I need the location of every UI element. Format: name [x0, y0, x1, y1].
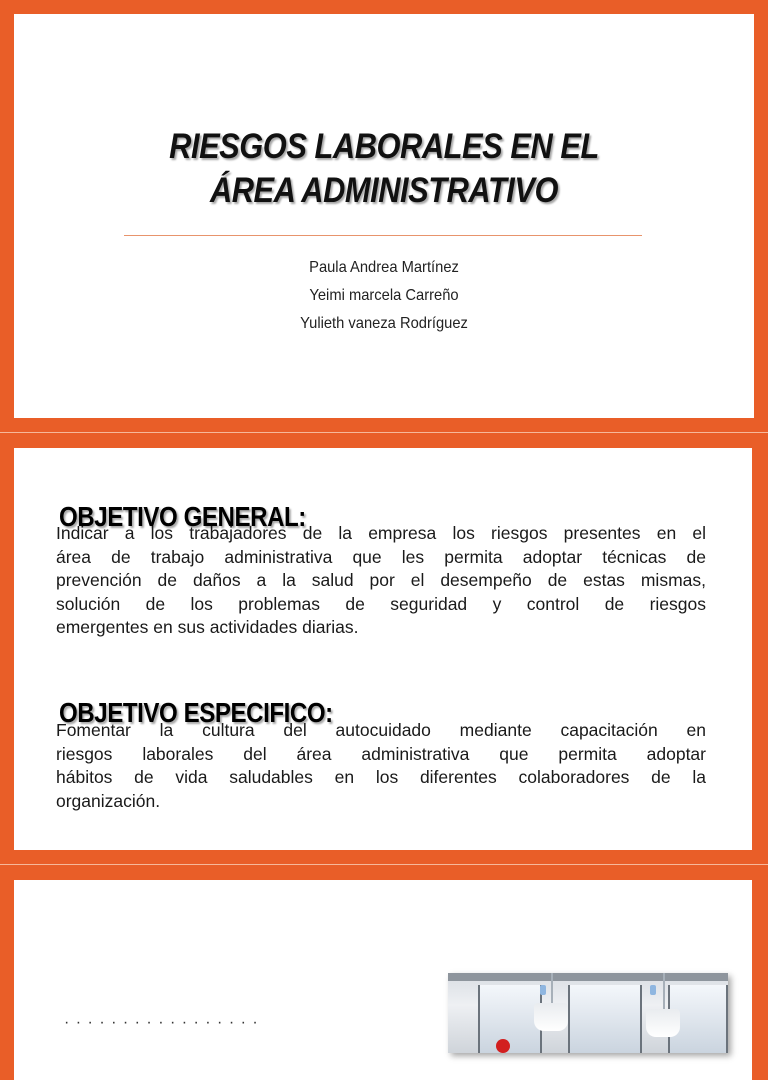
- text-line: emergentes en sus actividades diarias.: [56, 617, 359, 637]
- slide-title: [0, 0, 768, 432]
- pendant-lamp-icon: [534, 1003, 568, 1031]
- text-line: Indicar a los trabajadores de la empresa los riesgos presentes en el: [56, 523, 706, 543]
- text-line: organización.: [56, 790, 161, 811]
- author-name: Yeimi marcela Carreño: [309, 287, 459, 304]
- clipped-bullet-text: · · · · · · · · · · · · · · · · ·: [64, 1014, 259, 1024]
- slide-panel: [14, 880, 752, 1080]
- text-line: hábitos de vida saludables en los diferentes colaboradores de la: [56, 767, 706, 787]
- title-line-1: RIESGOS LABORALES EN EL: [169, 127, 599, 167]
- text-line: riesgos laborales del área administrativa que permita adoptar: [56, 743, 706, 764]
- title-divider: [124, 235, 642, 236]
- spotlight-icon: [650, 985, 656, 995]
- spotlight-icon: [540, 985, 546, 995]
- objetivo-especifico-text: [56, 719, 706, 813]
- red-chair: [496, 1039, 510, 1053]
- presentation-title: [58, 125, 709, 213]
- text-line: solución de los problemas de seguridad y control de riesgos: [56, 593, 706, 614]
- window: [478, 985, 542, 1053]
- author-name: Yulieth vaneza Rodríguez: [300, 315, 468, 332]
- lamp-cord: [551, 973, 553, 1003]
- heading-objetivo-especifico: OBJETIVO ESPECIFICO:: [59, 697, 333, 729]
- authors-list: [44, 254, 725, 338]
- slide-panel: [14, 14, 754, 418]
- slide-partial: [0, 865, 768, 1024]
- lamp-cord: [663, 973, 665, 1009]
- text-line: área de trabajo administrativa que les permita adoptar técnicas de: [56, 546, 706, 567]
- ceiling-beam: [448, 973, 728, 981]
- text-line: Fomentar la cultura del autocuidado mediante capacitación en: [56, 720, 706, 740]
- title-line-2: ÁREA ADMINISTRATIVO: [209, 171, 559, 211]
- heading-objetivo-general: OBJETIVO GENERAL:: [59, 501, 306, 533]
- slide-objectives: [0, 433, 768, 865]
- office-photo: [448, 973, 728, 1053]
- author-name: Paula Andrea Martínez: [309, 259, 459, 276]
- objetivo-general-text: [56, 522, 706, 640]
- slide-panel: [14, 448, 752, 850]
- window: [568, 985, 642, 1053]
- text-line: prevención de daños a la salud por el desempeño de estas mismas,: [56, 570, 706, 590]
- pendant-lamp-icon: [646, 1009, 680, 1037]
